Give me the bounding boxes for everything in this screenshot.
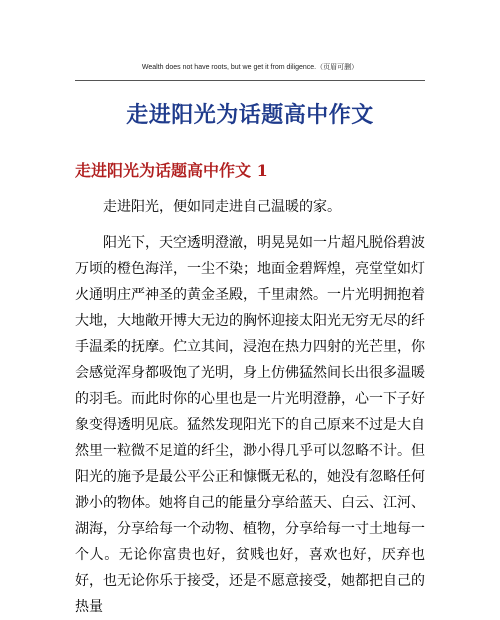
- section-title: 走进阳光为话题高中作文 1: [75, 161, 268, 180]
- page-header-note: Wealth does not have roots, but we get it from diligence.（页眉可删）: [141, 64, 359, 71]
- paragraph-intro: 走进阳光，便如同走进自己温暖的家。: [103, 199, 341, 215]
- header-divider: [75, 80, 425, 81]
- document-title: 走进阳光为话题高中作文: [126, 102, 374, 128]
- paragraph-body: 阳光下，天空透明澄澈，明晃晃如一片超凡脱俗碧波万顷的橙色海洋，一尘不染；地面金碧辉煌，亮堂堂如灯火通明庄严神圣的黄金圣殿，千里肃然。一片光明拥抱着大地，大地敞开博大无边的胸怀迎接太阳光无穷无尽的纤手温柔的抚摩。伫立其间，浸泡在热力四射的光芒里，你会感觉浑身都吸饱了光明，身上仿佛猛然间长出很多温暖的羽毛。而此时你的心里也是一片光明澄静，心一下子好象变得透明见底。猛然发现阳光下的自己原来不过是大自然里一粒微不足道的纤尘，渺小得几乎可以忽略不计。但阳光的施予是最公平公正和慷慨无私的，她没有忽略任何渺小的物体。她将自己的能量分享给蓝天、白云、江河、湖海，分享给每一个动物、植物，分享给每一寸土地每一个人。无论你富贵也好，贫贱也好，喜欢也好，厌弃也好，也无论你乐于接受，还是不愿意接受，她都把自己的热量: [75, 235, 425, 615]
